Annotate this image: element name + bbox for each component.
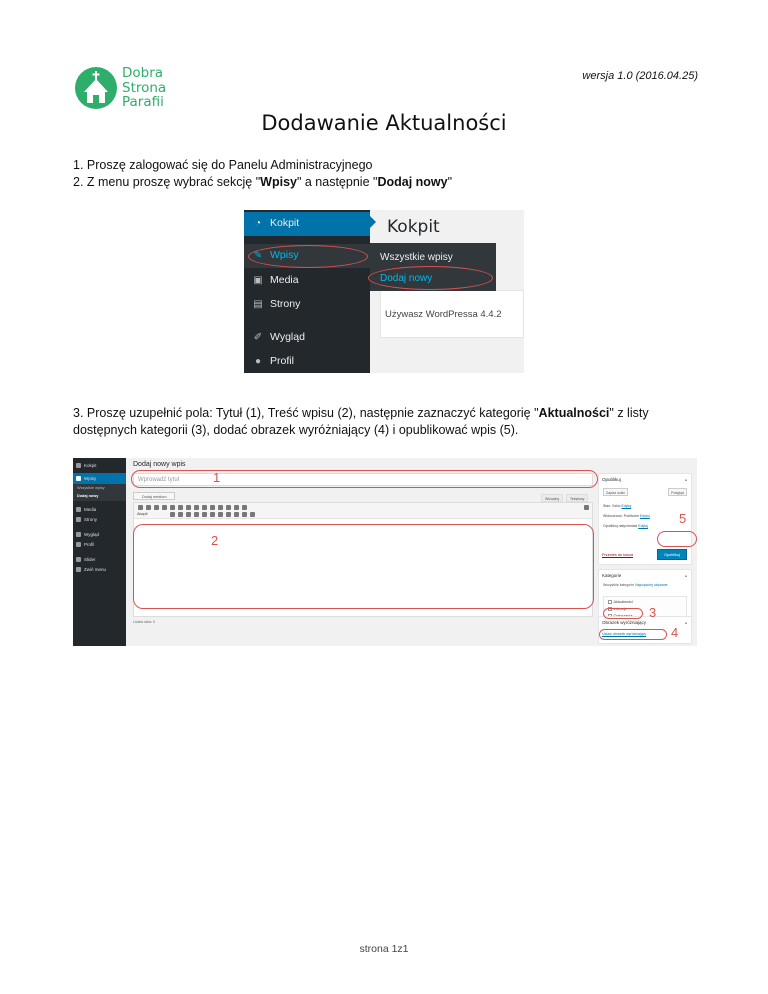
page-footer: strona 1z1	[359, 943, 409, 955]
more-icon[interactable]	[234, 505, 239, 510]
add-media-button[interactable]: Dodaj medium	[133, 492, 175, 500]
annotation-ring-publish	[657, 531, 697, 547]
submenu-add-new[interactable]: Dodaj nowy	[73, 492, 126, 501]
strike-icon[interactable]	[154, 505, 159, 510]
step-1: 1. Proszę zalogować się do Panelu Administracyjnego	[73, 158, 373, 172]
status-line: Stan: Szkic Edytuj	[603, 504, 632, 508]
logo-line: Strona	[122, 79, 167, 96]
brush-icon: ✐	[253, 332, 263, 343]
format-select[interactable]: Akapit	[137, 512, 148, 516]
admin-sidebar-small	[73, 458, 126, 646]
collapse-menu-button[interactable]: Zwiń menu	[73, 564, 126, 575]
publish-button[interactable]: Opublikuj	[657, 549, 687, 560]
indent-icon[interactable]	[226, 512, 231, 517]
media-icon	[76, 507, 81, 512]
preview-button[interactable]: Podgląd	[668, 488, 687, 496]
toolbar-toggle-icon[interactable]	[242, 505, 247, 510]
featured-image-title: Obrazek wyróżniający	[602, 620, 647, 625]
pages-icon: ▤	[253, 299, 263, 310]
list-ordered-icon[interactable]	[170, 505, 175, 510]
sidebar-item-strony[interactable]: ▤ Strony	[253, 298, 301, 310]
sidebar-item-media[interactable]: Media	[73, 504, 126, 515]
bold-icon[interactable]	[138, 505, 143, 510]
slider-icon	[76, 557, 81, 562]
chevron-up-icon[interactable]: ▲	[684, 477, 688, 482]
editor-tabs	[541, 494, 593, 502]
flyout-add-new[interactable]: Dodaj nowy	[380, 273, 433, 284]
move-to-trash-link[interactable]: Przenieś do kosza	[602, 553, 634, 557]
flyout-all-posts[interactable]: Wszystkie wpisy	[380, 252, 453, 263]
underline-icon[interactable]	[170, 512, 175, 517]
categories-box-title: Kategorie	[602, 573, 622, 578]
tab-visual[interactable]: Wizualny	[541, 494, 563, 502]
unlink-icon[interactable]	[226, 505, 231, 510]
chevron-up-icon[interactable]: ▲	[684, 620, 688, 625]
logo-line: Parafii	[122, 94, 164, 110]
sidebar-item-wpisy[interactable]: ✎ Wpisy	[244, 244, 370, 268]
visibility-line: Widoczność: Publiczne Edytuj	[603, 514, 650, 518]
publish-time-line: Opublikuj natychmiast Edytuj	[603, 524, 648, 528]
brush-icon	[76, 532, 81, 537]
hr-icon[interactable]	[186, 505, 191, 510]
annotation-ring-title	[131, 470, 598, 488]
checkbox-icon[interactable]	[608, 600, 612, 604]
list-icon[interactable]	[162, 505, 167, 510]
step-3: 3. Proszę uzupełnić pola: Tytuł (1), Treść wpisu (2), następnie zaznaczyć kategorię "Aktualności" z listy dostępnych kategorii (3), dodać obrazek wyróżniający (4) i opublikować wpis (5).	[73, 406, 649, 437]
sidebar-item-strony[interactable]: Strony	[73, 514, 126, 525]
dashboard-icon: ◔	[254, 218, 262, 229]
pages-icon	[76, 517, 81, 522]
highlight-ring-add-new	[368, 266, 493, 290]
italic-icon[interactable]	[146, 505, 151, 510]
word-count: Liczba słów: 0	[133, 620, 155, 624]
submenu-all-posts[interactable]: Wszystkie wpisy	[73, 484, 126, 493]
text-color-icon[interactable]	[186, 512, 191, 517]
publish-box-title: Opublikuj	[602, 477, 621, 482]
redo-icon[interactable]	[242, 512, 247, 517]
screenshot-admin-menu	[244, 210, 524, 373]
sidebar-item-slider[interactable]: Slider	[73, 554, 126, 565]
help-icon[interactable]	[250, 512, 255, 517]
page-title: Dodawanie Aktualności	[261, 111, 507, 135]
media-icon: ▣	[253, 275, 263, 286]
steps-list	[73, 157, 703, 191]
logo	[74, 66, 184, 110]
category-item[interactable]: Aktualności	[608, 600, 633, 604]
user-icon: ●	[254, 356, 262, 367]
quote-icon[interactable]	[178, 505, 183, 510]
save-draft-button[interactable]: Zapisz szkic	[603, 488, 628, 496]
logo-text	[122, 66, 166, 110]
wp-version-text: Używasz WordPressa 4.4.2	[385, 309, 502, 320]
collapse-icon	[76, 567, 81, 572]
step-2: 2. Z menu proszę wybrać sekcję "Wpisy" a następnie "Dodaj nowy"	[73, 175, 453, 189]
chevron-up-icon[interactable]: ▲	[684, 573, 688, 578]
dashboard-icon	[76, 463, 81, 468]
sidebar-item-profil[interactable]: ● Profil	[244, 350, 370, 373]
info-box	[380, 290, 524, 338]
align-center-icon[interactable]	[202, 505, 207, 510]
sidebar-item-profil[interactable]: Profil	[73, 539, 126, 550]
category-item[interactable]: Intencje	[608, 607, 627, 611]
align-left-icon[interactable]	[194, 505, 199, 510]
annotation-ring-content	[133, 524, 594, 609]
publish-box	[598, 473, 692, 565]
categories-tabs	[603, 583, 668, 587]
sidebar-item-wyglad[interactable]: Wygląd	[73, 529, 126, 540]
tab-popular-categories[interactable]: Najczęściej używane	[635, 583, 668, 587]
user-icon	[76, 542, 81, 547]
annotation-number: 3	[649, 605, 657, 620]
editor-toolbar	[134, 503, 592, 519]
special-char-icon[interactable]	[210, 512, 215, 517]
annotation-ring-featured	[599, 629, 667, 640]
pin-icon: ✎	[253, 250, 263, 261]
outdent-icon[interactable]	[218, 512, 223, 517]
sidebar-item-kokpit[interactable]: ◔ Kokpit	[244, 212, 370, 236]
set-featured-image-link[interactable]: Ustaw obrazek wyróżniający	[602, 632, 647, 636]
annotation-number: 4	[671, 625, 679, 640]
active-arrow-icon	[370, 216, 376, 228]
sidebar-item-wpisy[interactable]: Wpisy	[73, 473, 126, 484]
admin-sidebar	[244, 210, 370, 373]
annotation-number: 2	[211, 533, 219, 548]
sidebar-item-media[interactable]: ▣ Media	[253, 274, 299, 286]
paste-text-icon[interactable]	[194, 512, 199, 517]
annotation-number: 5	[679, 511, 687, 526]
new-post-heading: Dodaj nowy wpis	[133, 461, 186, 468]
version-label: wersja 1.0 (2016.04.25)	[582, 70, 698, 82]
logo-line: Dobra	[122, 65, 164, 81]
screenshot-new-post	[73, 458, 697, 646]
dashboard-heading: Kokpit	[387, 217, 440, 237]
church-logo-icon	[74, 66, 118, 110]
fullscreen-icon[interactable]	[584, 505, 589, 510]
sidebar-item-wyglad[interactable]: ✐ Wygląd	[253, 331, 305, 343]
align-right-icon[interactable]	[210, 505, 215, 510]
pin-icon	[76, 476, 81, 481]
post-title-input[interactable]: Wprowadź tytuł	[133, 473, 593, 486]
link-icon[interactable]	[218, 505, 223, 510]
annotation-ring-category	[603, 608, 643, 619]
undo-icon[interactable]	[234, 512, 239, 517]
tab-all-categories[interactable]: Wszystkie kategorie	[603, 583, 635, 587]
highlight-ring-wpisy	[248, 245, 368, 268]
justify-icon[interactable]	[178, 512, 183, 517]
tab-text[interactable]: Tekstowy	[566, 494, 588, 502]
clear-format-icon[interactable]	[202, 512, 207, 517]
annotation-number: 1	[213, 470, 221, 485]
sidebar-item-kokpit[interactable]: Kokpit	[73, 460, 126, 471]
